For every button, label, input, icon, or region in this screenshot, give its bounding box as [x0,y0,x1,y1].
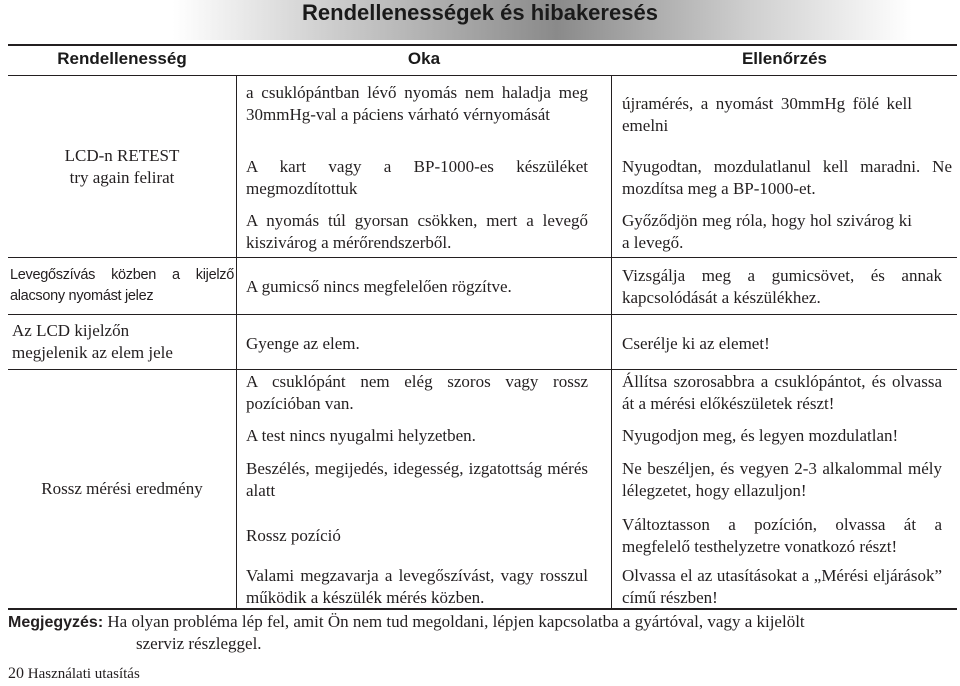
check-row-5: Cserélje ki az elemet! [622,334,770,353]
cause-row-7: A test nincs nyugalmi helyzetben. [246,426,476,445]
note-text-continued: szerviz részleggel. [136,634,262,653]
group-label-low-pressure: Levegőszívás közben a kijelző alacsony nyomást jelez [10,267,234,304]
header-ellenorzes: Ellenőrzés [741,49,828,68]
cause-row-10: Valami megzavarja a levegőszívást, vagy rosszul működik a készülék mérés közben. [246,566,588,607]
check-row-8: Ne beszéljen, és vegyen 2-3 alkalommal mély lélegzetet, hogy ellazuljon! [622,459,942,500]
check-row-2: Nyugodtan, mozdulatlanul kell maradni. Ne mozdítsa meg a BP-1000-et. [622,157,952,198]
group-label-bad-result: Rossz mérési eredmény [41,479,203,498]
column-divider-left [236,75,237,608]
cause-row-8: Beszélés, megijedés, idegesség, izgatottság mérés alatt [246,459,588,500]
check-row-6: Állítsa szorosabbra a csuklópántot, és olvassa át a mérési előkészületek részt! [622,372,942,413]
column-divider-right [611,75,612,608]
note [8,611,956,634]
cause-row-9: Rossz pozíció [246,526,341,545]
header-rendelleneseg: Rendellenesség [57,49,187,68]
cause-row-3: A nyomás túl gyorsan csökken, mert a levegő kiszivárog a mérőrendszerből. [246,211,588,252]
cause-row-4: A gumicső nincs megfelelően rögzítve. [246,277,512,296]
check-row-4: Vizsgálja meg a gumicsövet, és annak kapcsolódását a készülékhez. [622,266,942,307]
check-row-9: Változtasson a pozíción, olvassa át a megfelelő testhelyzetre vonatkozó részt! [622,515,942,556]
check-row-1: újramérés, a nyomást 30mmHg fölé kell emelni [622,94,912,135]
note-text: Ha olyan probléma lép fel, amit Ön nem tud megoldani, lépjen kapcsolatba a gyártóval, vagy a kijelölt [107,612,805,631]
check-row-7: Nyugodjon meg, és legyen mozdulatlan! [622,426,899,445]
header-oka: Oka [407,49,441,68]
note-label: Megjegyzés: [8,614,104,631]
page-number: 20 [8,665,24,682]
cause-row-5: Gyenge az elem. [246,334,360,353]
cause-row-1: a csuklópántban lévő nyomás nem haladja meg 30mmHg-val a páciens várható vérnyomását [246,83,588,124]
group-label-battery: Az LCD kijelzőn megjelenik az elem jele [12,321,173,362]
manual-name: Használati utasítás [27,666,140,682]
check-row-10: Olvassa el az utasításokat a „Mérési eljárások” című részben! [622,566,942,607]
cause-row-2: A kart vagy a BP-1000-es készüléket megmozdítottuk [246,157,588,198]
page-footer [8,664,140,684]
cause-row-6: A csuklópánt nem elég szoros vagy rossz pozícióban van. [246,372,588,413]
page-title: Rendellenességek és hibakeresés [302,0,658,25]
check-row-3: Győződjön meg róla, hogy hol szivárog ki a levegő. [622,211,912,252]
group-label-retest: LCD-n RETEST try again felirat [64,145,180,187]
